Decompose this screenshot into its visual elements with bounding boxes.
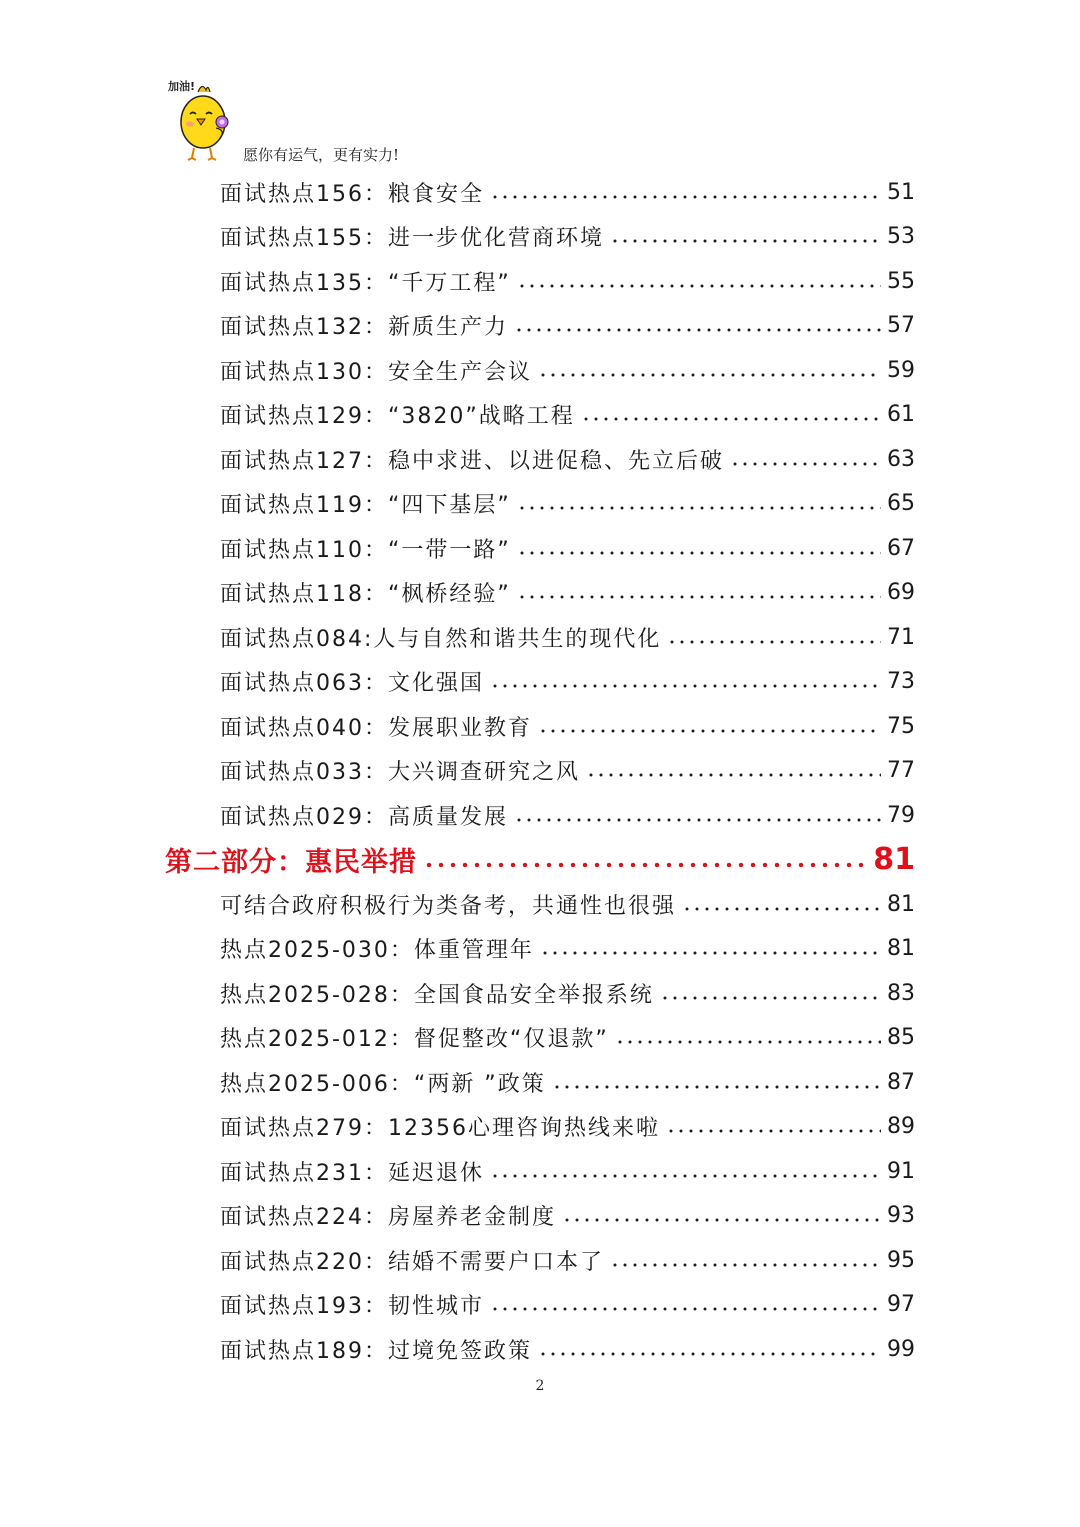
toc-entry[interactable] [220,481,915,525]
toc-entry-title: 热点2025-028：全国食品安全举报系统 [220,982,654,1008]
toc-entry-title: 面试热点040：发展职业教育 [220,715,532,741]
dot-leader [490,180,881,204]
toc-entry-title: 热点2025-006：“两新 ”政策 [220,1071,546,1097]
dot-leader [682,892,881,916]
dot-leader [517,491,881,515]
toc-entry-page: 73 [887,668,915,694]
toc-entry[interactable] [220,926,915,970]
toc-entry-title: 面试热点220：结婚不需要户口本了 [220,1249,604,1275]
toc-entry[interactable] [220,570,915,614]
dot-leader [562,1203,881,1227]
toc-entry[interactable] [220,882,915,926]
toc-entry-page: 87 [887,1069,915,1095]
dot-leader [538,714,881,738]
toc-entry-title: 面试热点063：文化强国 [220,670,484,696]
toc-entry[interactable] [220,1060,915,1104]
toc-entry[interactable] [220,526,915,570]
toc-entry[interactable] [220,1104,915,1148]
toc-entry[interactable] [220,392,915,436]
dot-leader [538,1337,881,1361]
dot-leader [490,1292,881,1316]
toc-entry-page: 63 [887,446,915,472]
toc-entry[interactable] [220,348,915,392]
toc-entry-page: 61 [887,401,915,427]
toc-entry-title: 热点2025-030：体重管理年 [220,937,534,963]
toc-entry-page: 59 [887,357,915,383]
toc-entry-title: 面试热点127：稳中求进、以进促稳、先立后破 [220,448,724,474]
toc-entry-title: 面试热点132：新质生产力 [220,314,508,340]
toc-entry-title: 面试热点129：“3820”战略工程 [220,403,575,429]
dot-leader [540,936,881,960]
toc-entry[interactable] [220,793,915,837]
toc-entry-title: 面试热点189：过境免签政策 [220,1338,532,1364]
toc-entry-page: 71 [887,624,915,650]
toc-entry[interactable] [220,1282,915,1326]
toc-entry-page: 57 [887,312,915,338]
toc-entry-page: 51 [887,179,915,205]
dot-leader [517,269,881,293]
dot-leader [610,1248,881,1272]
toc-entry-page: 89 [887,1113,915,1139]
toc-entry-title: 热点2025-012：督促整改“仅退款” [220,1026,609,1052]
toc-entry-page: 81 [887,891,915,917]
toc-entry-title: 面试热点029：高质量发展 [220,804,508,830]
toc-entry-page: 95 [887,1247,915,1273]
toc-entry-title: 可结合政府积极行为类备考，共通性也很强 [220,893,677,919]
toc-entry[interactable] [220,704,915,748]
motto-text: 愿你有运气，更有实力! [243,146,400,164]
toc-entry[interactable] [220,659,915,703]
toc-entry-page: 85 [887,1024,915,1050]
toc-entry-page: 55 [887,268,915,294]
toc-entry-page: 97 [887,1291,915,1317]
dot-leader [586,758,881,782]
toc-entry[interactable] [220,1238,915,1282]
toc-entry-page: 65 [887,490,915,516]
toc-entry[interactable] [220,1149,915,1193]
toc-entry-page: 99 [887,1336,915,1362]
toc-entry-title: 面试热点110：“一带一路” [220,537,511,563]
chick-mascot-icon [168,78,238,162]
dot-leader [615,1025,881,1049]
toc-entry-page: 93 [887,1202,915,1228]
toc-entry[interactable] [220,748,915,792]
toc-entry-page: 81 [887,935,915,961]
toc-entry[interactable] [220,259,915,303]
toc-entry-page: 69 [887,579,915,605]
toc-entry-title: 面试热点135：“千万工程” [220,270,511,296]
toc-entry-title: 面试热点279：12356心理咨询热线来啦 [220,1115,660,1141]
dot-leader [514,803,881,827]
toc-entry-title: 面试热点033：大兴调查研究之风 [220,759,580,785]
toc-entry-title: 面试热点118：“枫桥经验” [220,581,511,607]
toc-entry-title: 面试热点084:人与自然和谐共生的现代化 [220,626,662,652]
dot-leader [610,224,881,248]
toc-entry[interactable] [220,1015,915,1059]
toc-entry-page: 91 [887,1158,915,1184]
toc-entry[interactable] [220,170,915,214]
dot-leader [660,981,881,1005]
toc-entry[interactable] [220,214,915,258]
dot-leader [730,447,881,471]
toc-entry-page: 79 [887,802,915,828]
toc-entry-title: 面试热点119：“四下基层” [220,492,511,518]
toc-entry-title: 面试热点156：粮食安全 [220,181,484,207]
toc-entry[interactable] [220,971,915,1015]
toc-entry-title: 面试热点193：韧性城市 [220,1293,484,1319]
dot-leader [517,580,881,604]
toc-entry-page: 77 [887,757,915,783]
dot-leader [514,313,881,337]
toc-entry[interactable] [220,1193,915,1237]
page-number: 2 [535,1378,545,1394]
toc-entry-page: 53 [887,223,915,249]
toc-entry-title: 面试热点231：延迟退休 [220,1160,484,1186]
toc-entry[interactable] [220,437,915,481]
dot-leader [538,358,881,382]
toc-section-heading[interactable] [165,834,915,884]
dot-leader [490,1159,881,1183]
toc-entry[interactable] [220,1327,915,1371]
toc-entry-page: 67 [887,535,915,561]
page-header [0,0,1080,170]
dot-leader [667,625,881,649]
toc-entry-title: 面试热点130：安全生产会议 [220,359,532,385]
dot-leader [517,536,881,560]
toc-entry-title: 面试热点155：进一步优化营商环境 [220,225,604,251]
toc-entry-page: 83 [887,980,915,1006]
dot-leader [666,1114,881,1138]
toc-entry[interactable] [220,615,915,659]
cheer-badge: 加油! [168,80,196,93]
toc-entry-page: 75 [887,713,915,739]
dot-leader [552,1070,881,1094]
toc-entry[interactable] [220,303,915,347]
dot-leader [490,669,881,693]
dot-leader [423,847,867,871]
section-title: 第二部分：惠民举措 [165,846,417,878]
section-page: 81 [873,841,915,877]
dot-leader [581,402,881,426]
toc-entry-title: 面试热点224：房屋养老金制度 [220,1204,556,1230]
